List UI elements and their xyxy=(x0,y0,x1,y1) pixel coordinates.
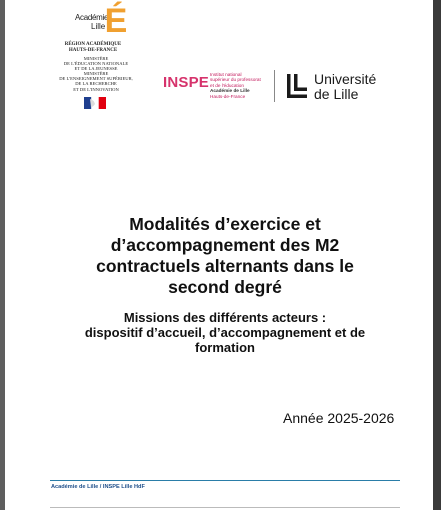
region-line-1: RÉGION ACADÉMIQUE xyxy=(64,42,122,47)
subtitle-line: formation xyxy=(195,340,255,355)
universite-line-2: de Lille xyxy=(314,86,359,102)
page-bottom-rule xyxy=(50,507,400,508)
document-page xyxy=(5,0,433,510)
document-subtitle xyxy=(45,310,405,355)
ministere-line: ET DE L'INNOVATION xyxy=(73,86,119,92)
document-title xyxy=(50,214,400,298)
ministere-line: DE L'ENSEIGNEMENT SUPÉRIEUR, xyxy=(59,76,133,82)
inspe-academie: Académie de Lille xyxy=(210,88,250,94)
ministere-line: MINISTÈRE xyxy=(83,71,109,77)
inspe-desc-line: supérieur du professorat xyxy=(210,77,261,83)
inspe-region: Hauts-de-France xyxy=(210,93,246,99)
subtitle-line: Missions des différents acteurs : xyxy=(123,310,327,325)
logo-divider xyxy=(274,70,275,102)
title-line: Modalités d’exercice et xyxy=(129,214,321,234)
ministere-line: DE LA RECHERCHE xyxy=(75,81,117,87)
subtitle-line: dispositif d’accueil, d’accompagnement et de xyxy=(84,325,366,340)
universite-lille-icon xyxy=(286,72,310,102)
inspe-logo: INSPE xyxy=(163,74,210,91)
ministere-line: DE L'ÉDUCATION NATIONALE xyxy=(63,61,129,67)
academic-year: Année 2025-2026 xyxy=(283,410,395,426)
region-line-2: HAUTS-DE-FRANCE xyxy=(68,48,118,53)
universite-line-1: Université xyxy=(314,71,377,87)
inspe-desc-line: et de l'éducation xyxy=(210,82,244,88)
academie-city-label: Lille xyxy=(91,22,106,31)
page-edge xyxy=(433,0,441,510)
region-academique xyxy=(63,42,123,54)
ministere-line: ET DE LA JEUNESSE xyxy=(74,66,118,72)
marianne-flag-icon xyxy=(84,97,106,109)
footer-divider xyxy=(50,480,400,481)
inspe-desc-line: Institut national xyxy=(210,72,242,77)
title-line: contractuels alternants dans le xyxy=(96,256,354,276)
footer-text: Académie de Lille / INSPE Lille HdF xyxy=(51,484,145,490)
title-line: d’accompagnement des M2 xyxy=(110,235,340,255)
title-line: second degré xyxy=(168,277,282,297)
inspe-description xyxy=(210,72,280,99)
ministere-line: MINISTÈRE xyxy=(83,56,109,61)
ministere-block xyxy=(51,56,141,92)
academie-label: Académie xyxy=(75,13,109,22)
academie-logo-letter: É xyxy=(104,2,128,40)
universite-lille-name xyxy=(314,72,376,102)
